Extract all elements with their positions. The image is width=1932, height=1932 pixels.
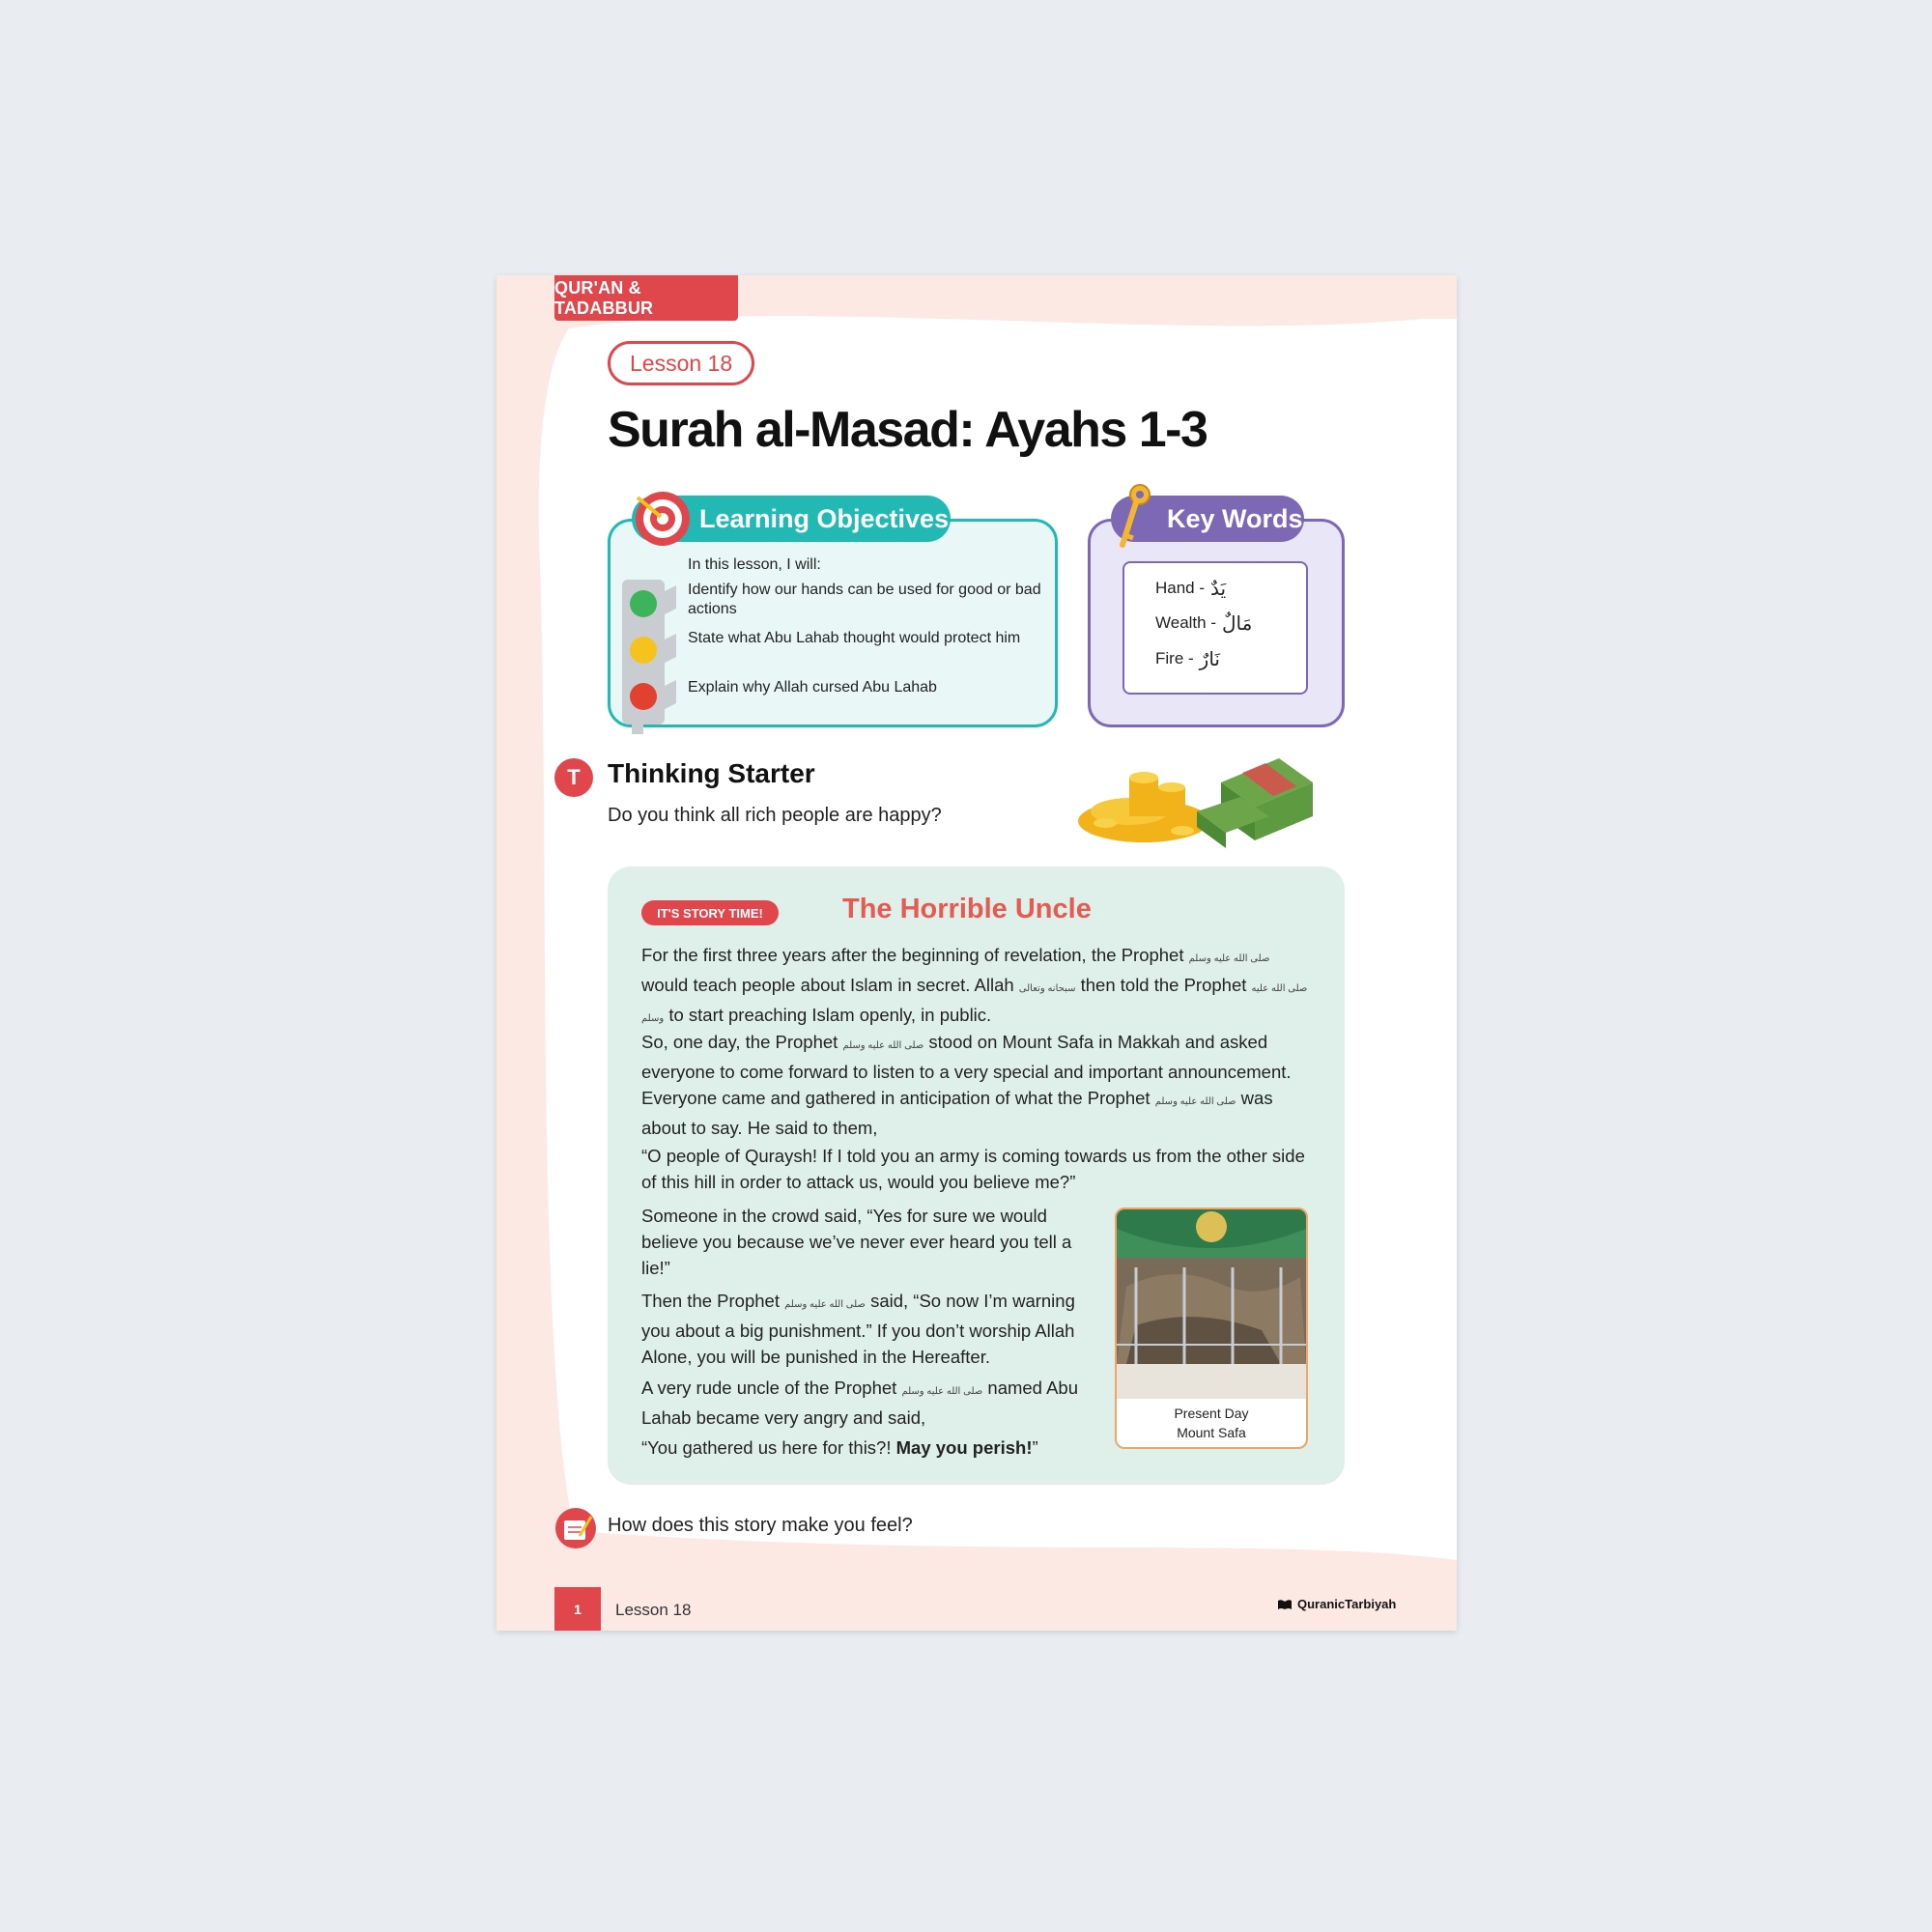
footer-lesson: Lesson 18 — [615, 1601, 692, 1619]
subject-tab: QUR'AN & TADABBUR — [554, 275, 738, 321]
story-text: So, one day, the Prophet — [641, 1032, 838, 1052]
thinking-starter-question: Do you think all rich people are happy? — [608, 805, 942, 826]
key-word-arabic: مَالٌ — [1222, 611, 1253, 635]
story-text-bold: May you perish! — [895, 1437, 1033, 1458]
story-text: ” — [1032, 1437, 1038, 1458]
key-word-arabic: يَدٌ — [1210, 577, 1227, 600]
story-text: would teach people about Islam in secret. Allah — [641, 975, 1014, 995]
story-text: “You gathered us here for this?! — [641, 1437, 892, 1458]
story-text: then told the Prophet — [1080, 975, 1247, 995]
thinking-starter-icon: T — [554, 758, 593, 797]
story-time-badge: IT'S STORY TIME! — [641, 900, 779, 925]
reflection-writing-icon — [554, 1507, 597, 1549]
objectives-intro: In this lesson, I will: — [688, 556, 821, 573]
photo-caption-line: Present Day — [1174, 1406, 1249, 1421]
green-light — [630, 590, 657, 617]
subhanahu-symbol: سبحانه وتعالى — [1018, 983, 1076, 994]
money-illustration — [1076, 753, 1318, 850]
book-icon — [1277, 1599, 1293, 1610]
story-text: A very rude uncle of the Prophet — [641, 1378, 897, 1398]
target-icon — [630, 488, 692, 550]
key-word-row — [1155, 611, 1252, 635]
salawat-symbol: صلى الله عليه وسلم — [1154, 1096, 1236, 1107]
story-paragraph — [641, 942, 1318, 1032]
worksheet-page — [497, 275, 1457, 1631]
key-icon — [1115, 483, 1153, 551]
brand-logo — [1277, 1597, 1396, 1611]
objective-item: State what Abu Lahab thought would protect him — [688, 630, 1021, 646]
story-text: to start preaching Islam openly, in public. — [668, 1005, 992, 1025]
lesson-badge: Lesson 18 — [608, 341, 754, 385]
story-text: was about to say. He said to them, — [641, 1088, 1273, 1138]
traffic-light-icon — [620, 580, 678, 734]
objective-item: Identify how our hands can be used for good or bad actions — [688, 582, 1041, 617]
page-number: 1 — [554, 1587, 601, 1631]
salawat-symbol: صلى الله عليه وسلم — [641, 983, 1308, 1024]
page-title: Surah al-Masad: Ayahs 1-3 — [608, 402, 1208, 458]
salawat-symbol: صلى الله عليه وسلم — [784, 1299, 866, 1310]
brand-name: QuranicTarbiyah — [1297, 1597, 1397, 1611]
story-paragraph: Someone in the crowd said, “Yes for sure we would believe you because we’ve never ever heard you tell a lie!” — [641, 1206, 1072, 1278]
mount-safa-photo — [1117, 1209, 1306, 1399]
story-text: said, “So now I’m warning you about a big punishment.” If you don’t worship Allah Alone, you will be punished in the Hereafter. — [641, 1291, 1075, 1367]
story-text: stood on Mount Safa in Makkah and asked everyone to come forward to listen to a very special and important announcement. Everyone came and gathered in anticipation of what the Prophet — [641, 1032, 1292, 1108]
key-word-english: Hand - — [1155, 579, 1206, 597]
salawat-symbol: صلى الله عليه وسلم — [842, 1040, 924, 1051]
photo-caption-line: Mount Safa — [1177, 1425, 1246, 1440]
objective-item: Explain why Allah cursed Abu Lahab — [688, 679, 937, 696]
story-title: The Horrible Uncle — [842, 894, 1092, 924]
story-paragraph: “O people of Quraysh! If I told you an army is coming towards us from the other side of this hill in order to attack us, would you believe me?” — [641, 1146, 1305, 1192]
story-text: Then the Prophet — [641, 1291, 780, 1311]
red-light — [630, 683, 657, 710]
key-word-row — [1155, 647, 1220, 670]
story-text: named Abu Lahab became very angry and said, — [641, 1378, 1079, 1428]
thinking-starter-title: Thinking Starter — [608, 758, 815, 788]
learning-objectives-heading: Learning Objectives — [632, 496, 951, 542]
yellow-light — [630, 637, 657, 664]
story-text: For the first three years after the beginning of revelation, the Prophet — [641, 945, 1184, 965]
reflection-question: How does this story make you feel? — [608, 1515, 913, 1536]
key-word-english: Fire - — [1155, 649, 1194, 668]
story-paragraph — [641, 1029, 1318, 1141]
key-word-arabic: نَارٌ — [1199, 647, 1220, 670]
photo-caption — [1115, 1404, 1308, 1442]
salawat-symbol: صلى الله عليه وسلم — [1188, 953, 1270, 964]
story-paragraph — [641, 1375, 1095, 1431]
key-word-row — [1155, 577, 1226, 600]
key-words-heading: Key Words — [1111, 496, 1304, 542]
story-paragraph — [641, 1288, 1095, 1370]
salawat-symbol: صلى الله عليه وسلم — [901, 1386, 983, 1397]
key-word-english: Wealth - — [1155, 613, 1216, 632]
